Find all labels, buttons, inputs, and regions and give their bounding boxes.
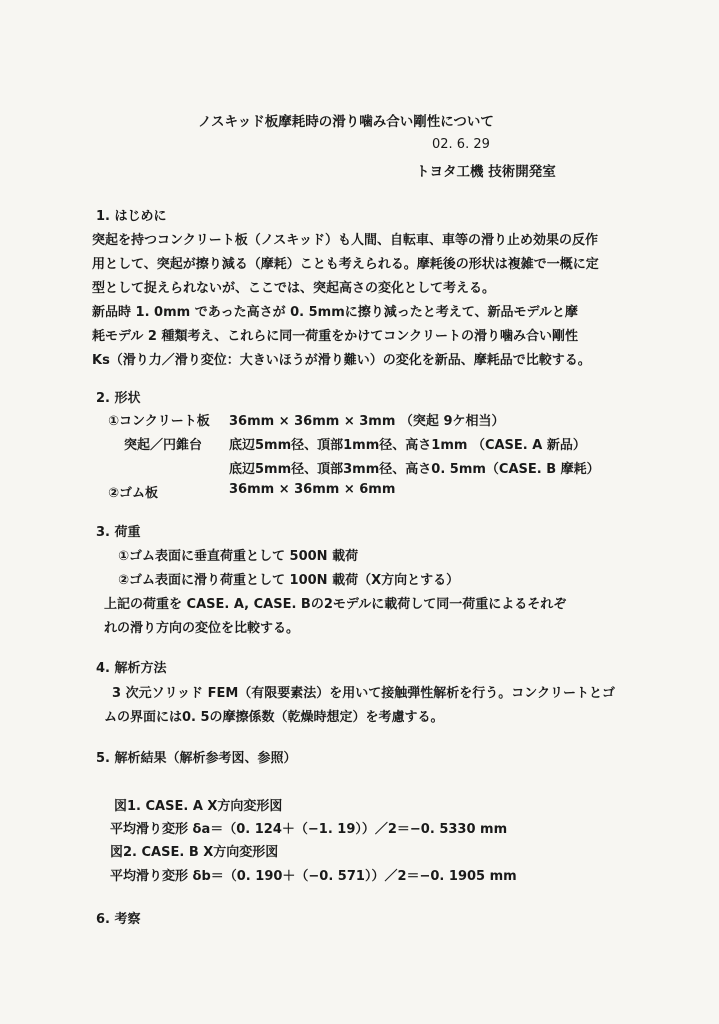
section-3-line: 上記の荷重を CASE. A, CASE. Bの2モデルに載荷して同一荷重によるそれぞ [104, 597, 567, 612]
shape-row-label: ②ゴム板 [108, 486, 159, 501]
section-2-heading: 2. 形状 [96, 391, 141, 406]
section-3-heading: 3. 荷重 [96, 525, 141, 540]
document-title: ノスキッド板摩耗時の滑り噛み合い剛性について [198, 114, 494, 130]
section-4-heading: 4. 解析方法 [96, 661, 167, 676]
section-4-line: ムの界面には0. 5の摩擦係数（乾燥時想定）を考慮する。 [104, 710, 444, 725]
section-5-heading: 5. 解析結果（解析参考図、参照） [96, 751, 297, 766]
section-1-line: 突起を持つコンクリート板（ノスキッド）も人間、自転車、車等の滑り止め効果の反作 [92, 233, 598, 248]
result-line-b: 平均滑り変形 δb＝（0. 190＋（−0. 571））／2＝−0. 1905 mm [110, 869, 517, 884]
document-organization: トヨタ工機 技術開発室 [416, 164, 556, 180]
section-3-line: ②ゴム表面に滑り荷重として 100N 載荷（X方向とする） [118, 573, 460, 588]
section-1-line: 用として、突起が擦り減る（摩耗）ことも考えられる。摩耗後の形状は複雑で一概に定 [92, 257, 599, 272]
shape-row-value: 底辺5mm径、頂部1mm径、高さ1mm （CASE. A 新品） [229, 438, 586, 453]
section-1-line: 新品時 1. 0mm であった高さが 0. 5mmに擦り減ったと考えて、新品モデルと摩 [92, 305, 578, 320]
figure-2-caption: 図2. CASE. B X方向変形図 [110, 845, 279, 860]
section-4-line: 3 次元ソリッド FEM（有限要素法）を用いて接触弾性解析を行う。コンクリートとゴ [112, 686, 616, 701]
shape-row-value: 36mm × 36mm × 6mm [229, 482, 396, 497]
shape-row-label: ①コンクリート板 [108, 414, 210, 429]
section-1-line: 型として捉えられないが、ここでは、突起高さの変化として考える。 [92, 281, 496, 296]
section-3-line: ①ゴム表面に垂直荷重として 500N 載荷 [118, 549, 359, 564]
shape-row-value: 36mm × 36mm × 3mm （突起 9ケ相当） [229, 414, 505, 429]
section-1-line: Ks（滑り力／滑り変位：大きいほうが滑り難い）の変化を新品、摩耗品で比較する。 [92, 353, 591, 368]
section-1-heading: 1. はじめに [96, 209, 167, 224]
shape-row-label: 突起／円錐台 [124, 438, 203, 453]
section-3-line: れの滑り方向の変位を比較する。 [104, 621, 300, 636]
section-6-heading: 6. 考察 [96, 912, 141, 927]
section-1-line: 耗モデル 2 種類考え、これらに同一荷重をかけてコンクリートの滑り噛み合い剛性 [92, 329, 578, 344]
document-date: 02. 6. 29 [432, 137, 490, 152]
shape-row-value: 底辺5mm径、頂部3mm径、高さ0. 5mm（CASE. B 摩耗） [229, 462, 600, 477]
figure-1-caption: 図1. CASE. A X方向変形図 [114, 799, 283, 814]
result-line-a: 平均滑り変形 δa＝（0. 124＋（−1. 19））／2＝−0. 5330 mm [110, 822, 508, 837]
